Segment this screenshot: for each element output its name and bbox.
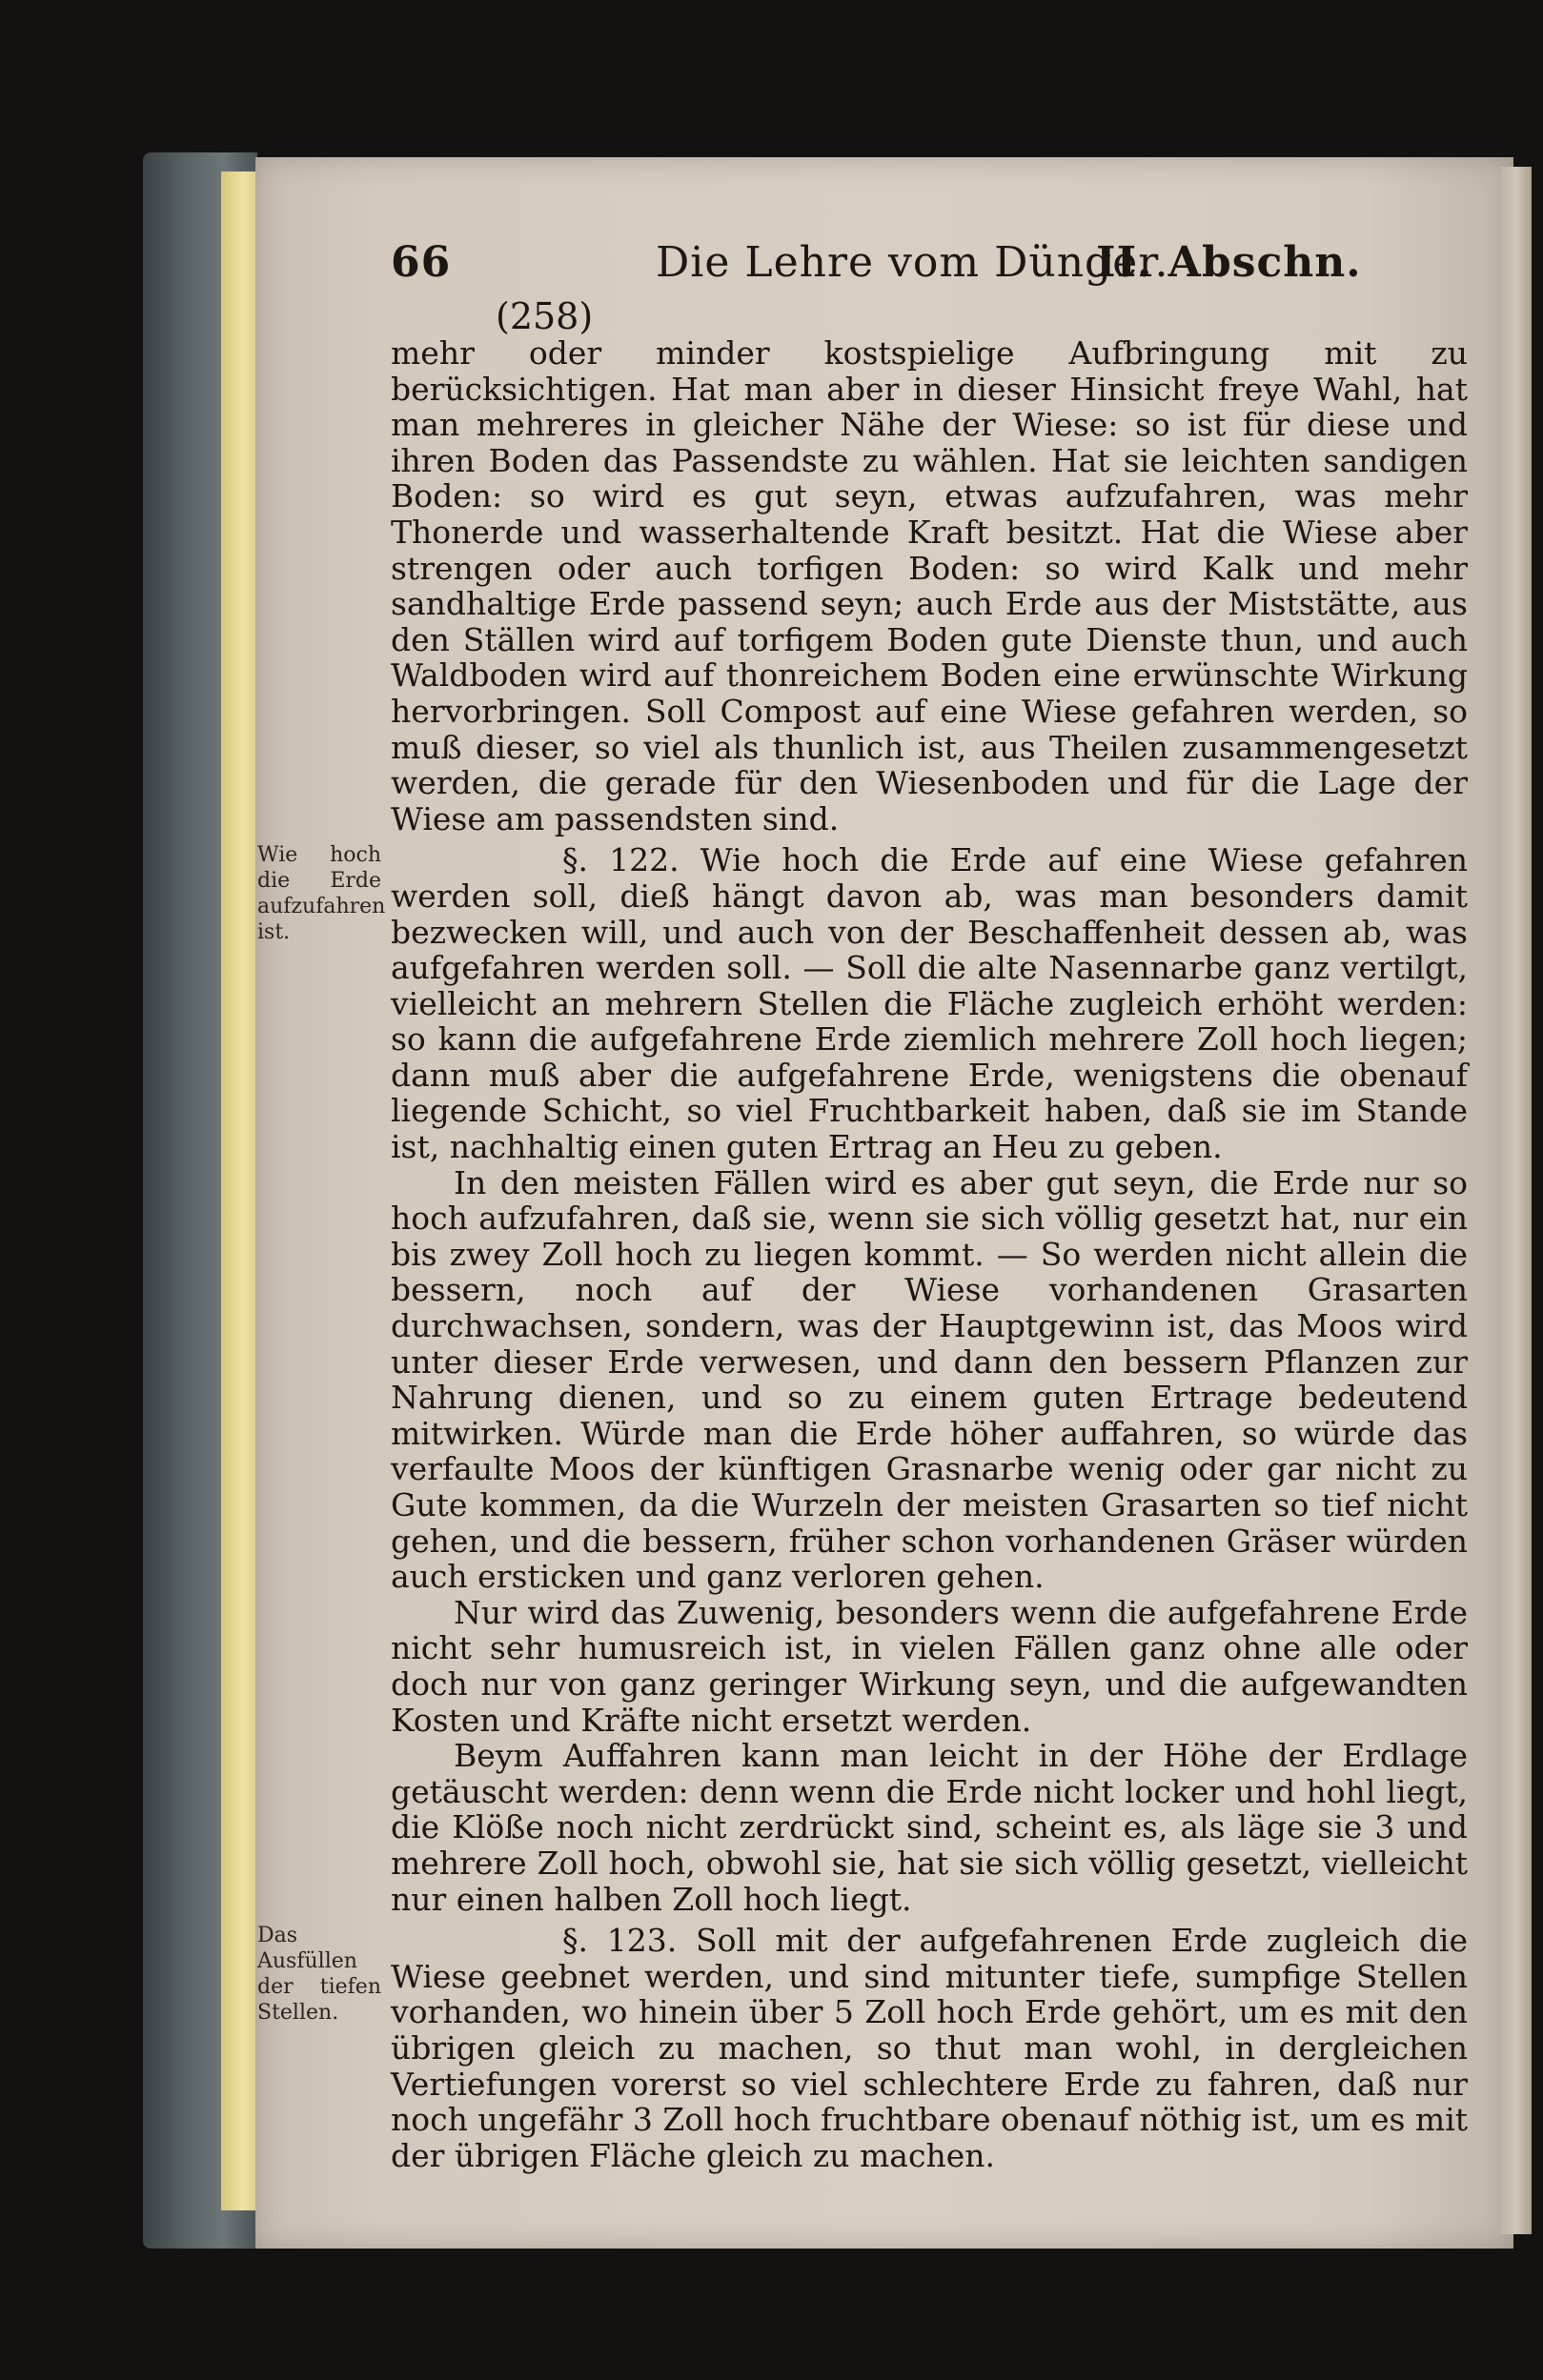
running-title: Die Lehre vom Dünger. <box>656 238 1169 287</box>
page-content <box>257 238 1469 2174</box>
margin-note-123: Das Ausfüllen der tiefen Stellen. <box>257 1924 381 2026</box>
paragraph-1: mehr oder minder kostspielige Aufbringung mit zu berücksichtigen. Hat man aber in dieser Hinsicht freye Wahl, hat man mehreres in gleicher Nähe der Wiese: so ist für diese und ihren Boden das Passendste zu wählen. Hat sie leichten sandigen Boden: so wird es gut seyn, etwas aufzufahren, was mehr Thonerde und wasserhaltende Kraft besitzt. Hat die Wiese aber strengen oder auch torfigen Boden: so wird Kalk und mehr sandhaltige Erde passend seyn; auch Erde aus der Miststätte, aus den Ställen wird auf torfigem Boden gute Dienste thun, und auch Waldboden wird auf thonreichem Boden eine erwünschte Wirkung hervorbringen. Soll Compost auf eine Wiese gefahren werden, so muß dieser, so viel als thunlich ist, aus Theilen zusammengesetzt werden, die gerade für den Wiesenboden und für die Lage der Wiese am passendsten sind. <box>391 334 1468 837</box>
section-label: II. Abschn. <box>1096 238 1362 287</box>
paragraph-3: In den meisten Fällen wird es aber gut seyn, die Erde nur so hoch aufzufahren, daß sie, wenn sie sich völlig gesetzt hat, nur ein bis zwey Zoll hoch zu liegen kommt. — So werden nicht allein die bessern, noch auf der Wiese vorhandenen Grasarten durchwachsen, sondern, was der Hauptgewinn ist, das Moos wird unter dieser Erde verwesen, und dann den bessern Pflanzen zur Nahrung dienen, und so zu einem guten Ertrage bedeutend mitwirken. Würde man die Erde höher auffahren, so würde das verfaulte Moos der künftigen Grasnarbe wenig oder gar nicht zu Gute kommen, da die Wurzeln der meisten Grasarten so tief nicht gehen, und die bessern, früher schon vorhandenen Gräser würden auch ersticken und ganz verloren gehen. <box>391 1163 1468 1596</box>
margin-note-122: Wie hoch die Erde aufzufahren ist. <box>257 843 386 945</box>
paragraph-2: Wie hoch die Erde auf eine Wiese gefahren werden soll, dieß hängt davon ab, was man besonders damit bezwecken will, und auch von der Beschaffenheit dessen ab, was aufgefahren werden soll. — Soll die alte Nasennarbe ganz vertilgt, vielleicht an mehrern Stellen die Fläche zugleich erhöht werden: so kann die aufgefahrene Erde ziemlich mehrere Zoll hoch liegen; dann muß aber die aufgefahrene Erde, wenigstens die obenauf liegende Schicht, so viel Fruchtbarkeit haben, daß sie im Stande ist, nachhaltig einen guten Ertrag an Heu zu geben. <box>391 841 1468 1166</box>
sheet-marker: (258) <box>496 295 594 337</box>
paragraph-number-123: §. 123. <box>562 1922 678 1960</box>
running-header <box>391 238 1468 297</box>
paragraph-5: Beym Auffahren kann man leicht in der Höhe der Erdlage getäuscht werden: denn wenn die Erde nicht locker und hohl liegt, die Klöße noch nicht zerdrückt sind, scheint es, als läge sie 3 und mehrere Zoll hoch, obwohl sie, hat sie sich völlig gesetzt, vielleicht nur einen halben Zoll hoch liegt. <box>391 1737 1468 1918</box>
paragraph-4: Nur wird das Zuwenig, besonders wenn die aufgefahrene Erde nicht sehr humusreich ist, in vielen Fällen ganz ohne alle oder doch nur von ganz geringer Wirkung seyn, und die aufgewandten Kosten und Kräfte nicht ersetzt werden. <box>391 1593 1468 1739</box>
paragraph-6: Soll mit der aufgefahrenen Erde zugleich die Wiese geebnet werden, und sind mitunter tiefe, sumpfige Stellen vorhanden, wo hinein über 5 Zoll hoch Erde gehört, um es mit den übrigen gleich zu machen, so thut man wohl, in dergleichen Vertiefungen vorerst so viel schlechtere Erde zu fahren, daß nur noch ungefähr 3 Zoll hoch fruchtbare obenauf nöthig ist, um es mit der übrigen Fläche gleich zu machen. <box>391 1922 1469 2174</box>
page-right-edge <box>1501 167 1532 2234</box>
section-123 <box>257 1922 1469 2174</box>
section-122 <box>257 841 1468 1166</box>
body-text <box>257 334 1469 2174</box>
paragraph-number-122: §. 122. <box>562 841 680 879</box>
page-number: 66 <box>391 238 452 287</box>
